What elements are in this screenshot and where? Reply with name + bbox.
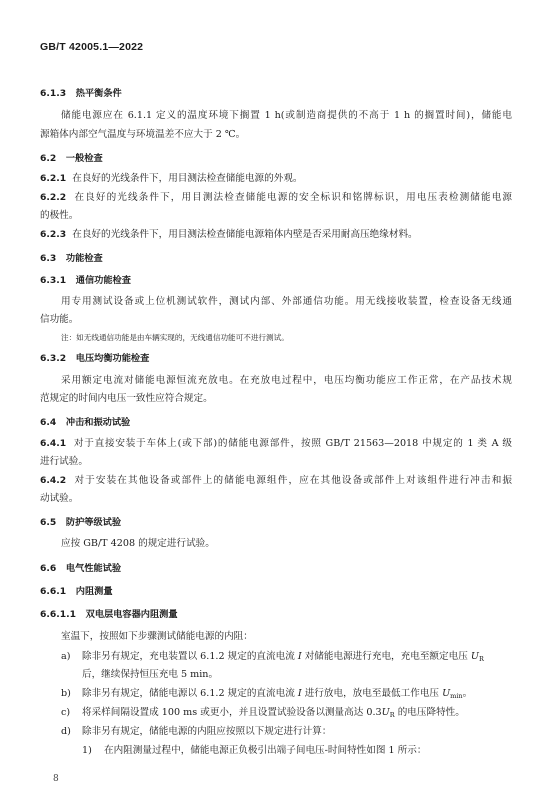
clause-6-4-1 [40,437,512,450]
page-number: 8 [53,774,59,784]
paragraph-line: 应按 GB/T 4208 的规定进行试验。 [61,538,215,549]
item-text: 进行放电，放电至最低工作电压 [301,688,443,699]
heading-6-2 [40,152,103,165]
section-title: 冲击和振动试验 [65,417,131,428]
item-text: 的电压降特性。 [394,707,465,718]
clause-text: 对于直接安装于车体上(或下部)的储能电源部件，按照 GB/T 21563—2018 中规定的 1 类 A 级 [73,438,512,449]
item-text: 除非另有规定，储能电源以 6.1.2 规定的直流电流 [82,688,298,699]
paragraph-line: 源箱体内部空气温度与环境温差不应大于 2 ℃。 [40,129,246,140]
section-title: 内阻测量 [75,586,113,597]
list-item-b [82,687,472,700]
paragraph-line: 储能电源应在 6.1.1 定义的温度环境下搁置 1 h(或制造商提供的不高于 1 h 的搁置时间)，储能电 [61,110,512,121]
list-marker-b: b) [61,688,71,699]
section-number: 6.6.1.1 [40,609,77,620]
clause-6-4-2 [40,474,512,487]
section-number: 6.6 [40,563,57,574]
symbol-voltage: U [381,707,390,718]
section-number: 6.3 [40,253,57,264]
section-title: 一般检查 [65,153,103,164]
clause-number: 6.2.1 [40,173,67,184]
symbol-current: I [297,688,302,699]
item-text: 将采样间隔设置成 100 ms 或更小，并且设置试验设备以测量高达 0.3 [82,707,382,718]
heading-6-6 [40,562,121,575]
symbol-subscript: R [389,711,395,719]
paragraph-line: 的极性。 [40,210,79,221]
clause-text: 在良好的光线条件下，用目测法检查储能电源的安全标识和铭牌标识，用电压表检测储能电源 [74,192,512,203]
paragraph-line: 采用额定电流对储能电源恒流充放电。在充放电过程中，电压均衡功能应工作正常，在产品技术规 [61,375,512,386]
list-marker-c: c) [61,707,71,718]
section-number: 6.3.1 [40,275,67,286]
item-text: 对储能电源进行充电，充电至额定电压 [301,651,471,662]
heading-6-6-1 [40,585,113,598]
paragraph-line: 信功能。 [40,314,79,325]
section-title: 双电层电容器内阻测量 [85,609,178,620]
clause-text: 在良好的光线条件下，用目测法检查储能电源箱体内壁是否采用耐高压绝缘材料。 [72,229,418,240]
section-number: 6.2 [40,153,57,164]
note-text: 注：如无线通信功能是由车辆实现的，无线通信功能可不进行测试。 [61,333,289,342]
heading-6-3-1 [40,274,131,287]
clause-6-2-3 [40,228,418,241]
clause-text: 在良好的光线条件下，用目测法检查储能电源的外观。 [72,173,303,184]
list-marker-d: d) [61,726,71,737]
paragraph-line: 范规定的时间内电压一致性应符合规定。 [40,393,213,404]
section-number: 6.3.2 [40,353,67,364]
heading-6-5 [40,516,121,529]
list-item-1: 在内阻测量过程中，储能电源正负极引出端子间电压-时间特性如图 1 所示： [104,745,427,756]
standard-code-header: GB/T 42005.1—2022 [40,41,144,53]
section-number: 6.5 [40,517,57,528]
clause-6-2-1 [40,172,303,185]
clause-number: 6.2.2 [40,192,67,203]
item-text: 除非另有规定，充电装置以 6.1.2 规定的直流电流 [82,651,298,662]
section-title: 电压均衡功能检查 [75,353,150,364]
list-marker-a: a) [61,651,71,662]
clause-text: 对于安装在其他设备或部件上的储能电源组件，应在其他设备或部件上对该组件进行冲击和振 [74,475,512,486]
heading-6-3-2 [40,352,149,365]
list-item-c [82,706,465,719]
heading-6-3 [40,252,103,265]
symbol-voltage: U [442,688,451,699]
section-title: 防护等级试验 [65,517,122,528]
section-title: 热平衡条件 [75,88,122,99]
section-number: 6.6.1 [40,586,67,597]
clause-number: 6.4.1 [40,438,67,449]
heading-6-6-1-1 [40,608,178,621]
paragraph-line: 动试验。 [40,493,79,504]
section-title: 通信功能检查 [75,275,131,286]
symbol-subscript: R [478,655,484,663]
list-item-a [82,650,512,663]
clause-number: 6.4.2 [40,475,67,486]
clause-6-2-2 [40,191,512,204]
heading-6-1-3 [40,87,122,100]
section-number: 6.1.3 [40,88,67,99]
symbol-current: I [297,651,302,662]
list-marker-1: 1) [82,745,92,756]
symbol-voltage: U [470,651,479,662]
symbol-subscript: min [450,692,463,700]
paragraph-line: 后，继续保持恒压充电 5 min。 [82,669,219,680]
item-text: 。 [462,688,473,699]
heading-6-4 [40,416,130,429]
section-number: 6.4 [40,417,57,428]
paragraph-line: 用专用测试设备或上位机测试软件，测试内部、外部通信功能。用无线接收装置，检查设备无线通 [61,296,512,307]
paragraph-line: 室温下，按照如下步骤测试储能电源的内阻： [61,631,253,642]
clause-number: 6.2.3 [40,229,67,240]
list-item-d: 除非另有规定，储能电源的内阻应按照以下规定进行计算： [82,726,332,737]
section-title: 电气性能试验 [65,563,122,574]
paragraph-line: 进行试验。 [40,456,88,467]
section-title: 功能检查 [65,253,103,264]
